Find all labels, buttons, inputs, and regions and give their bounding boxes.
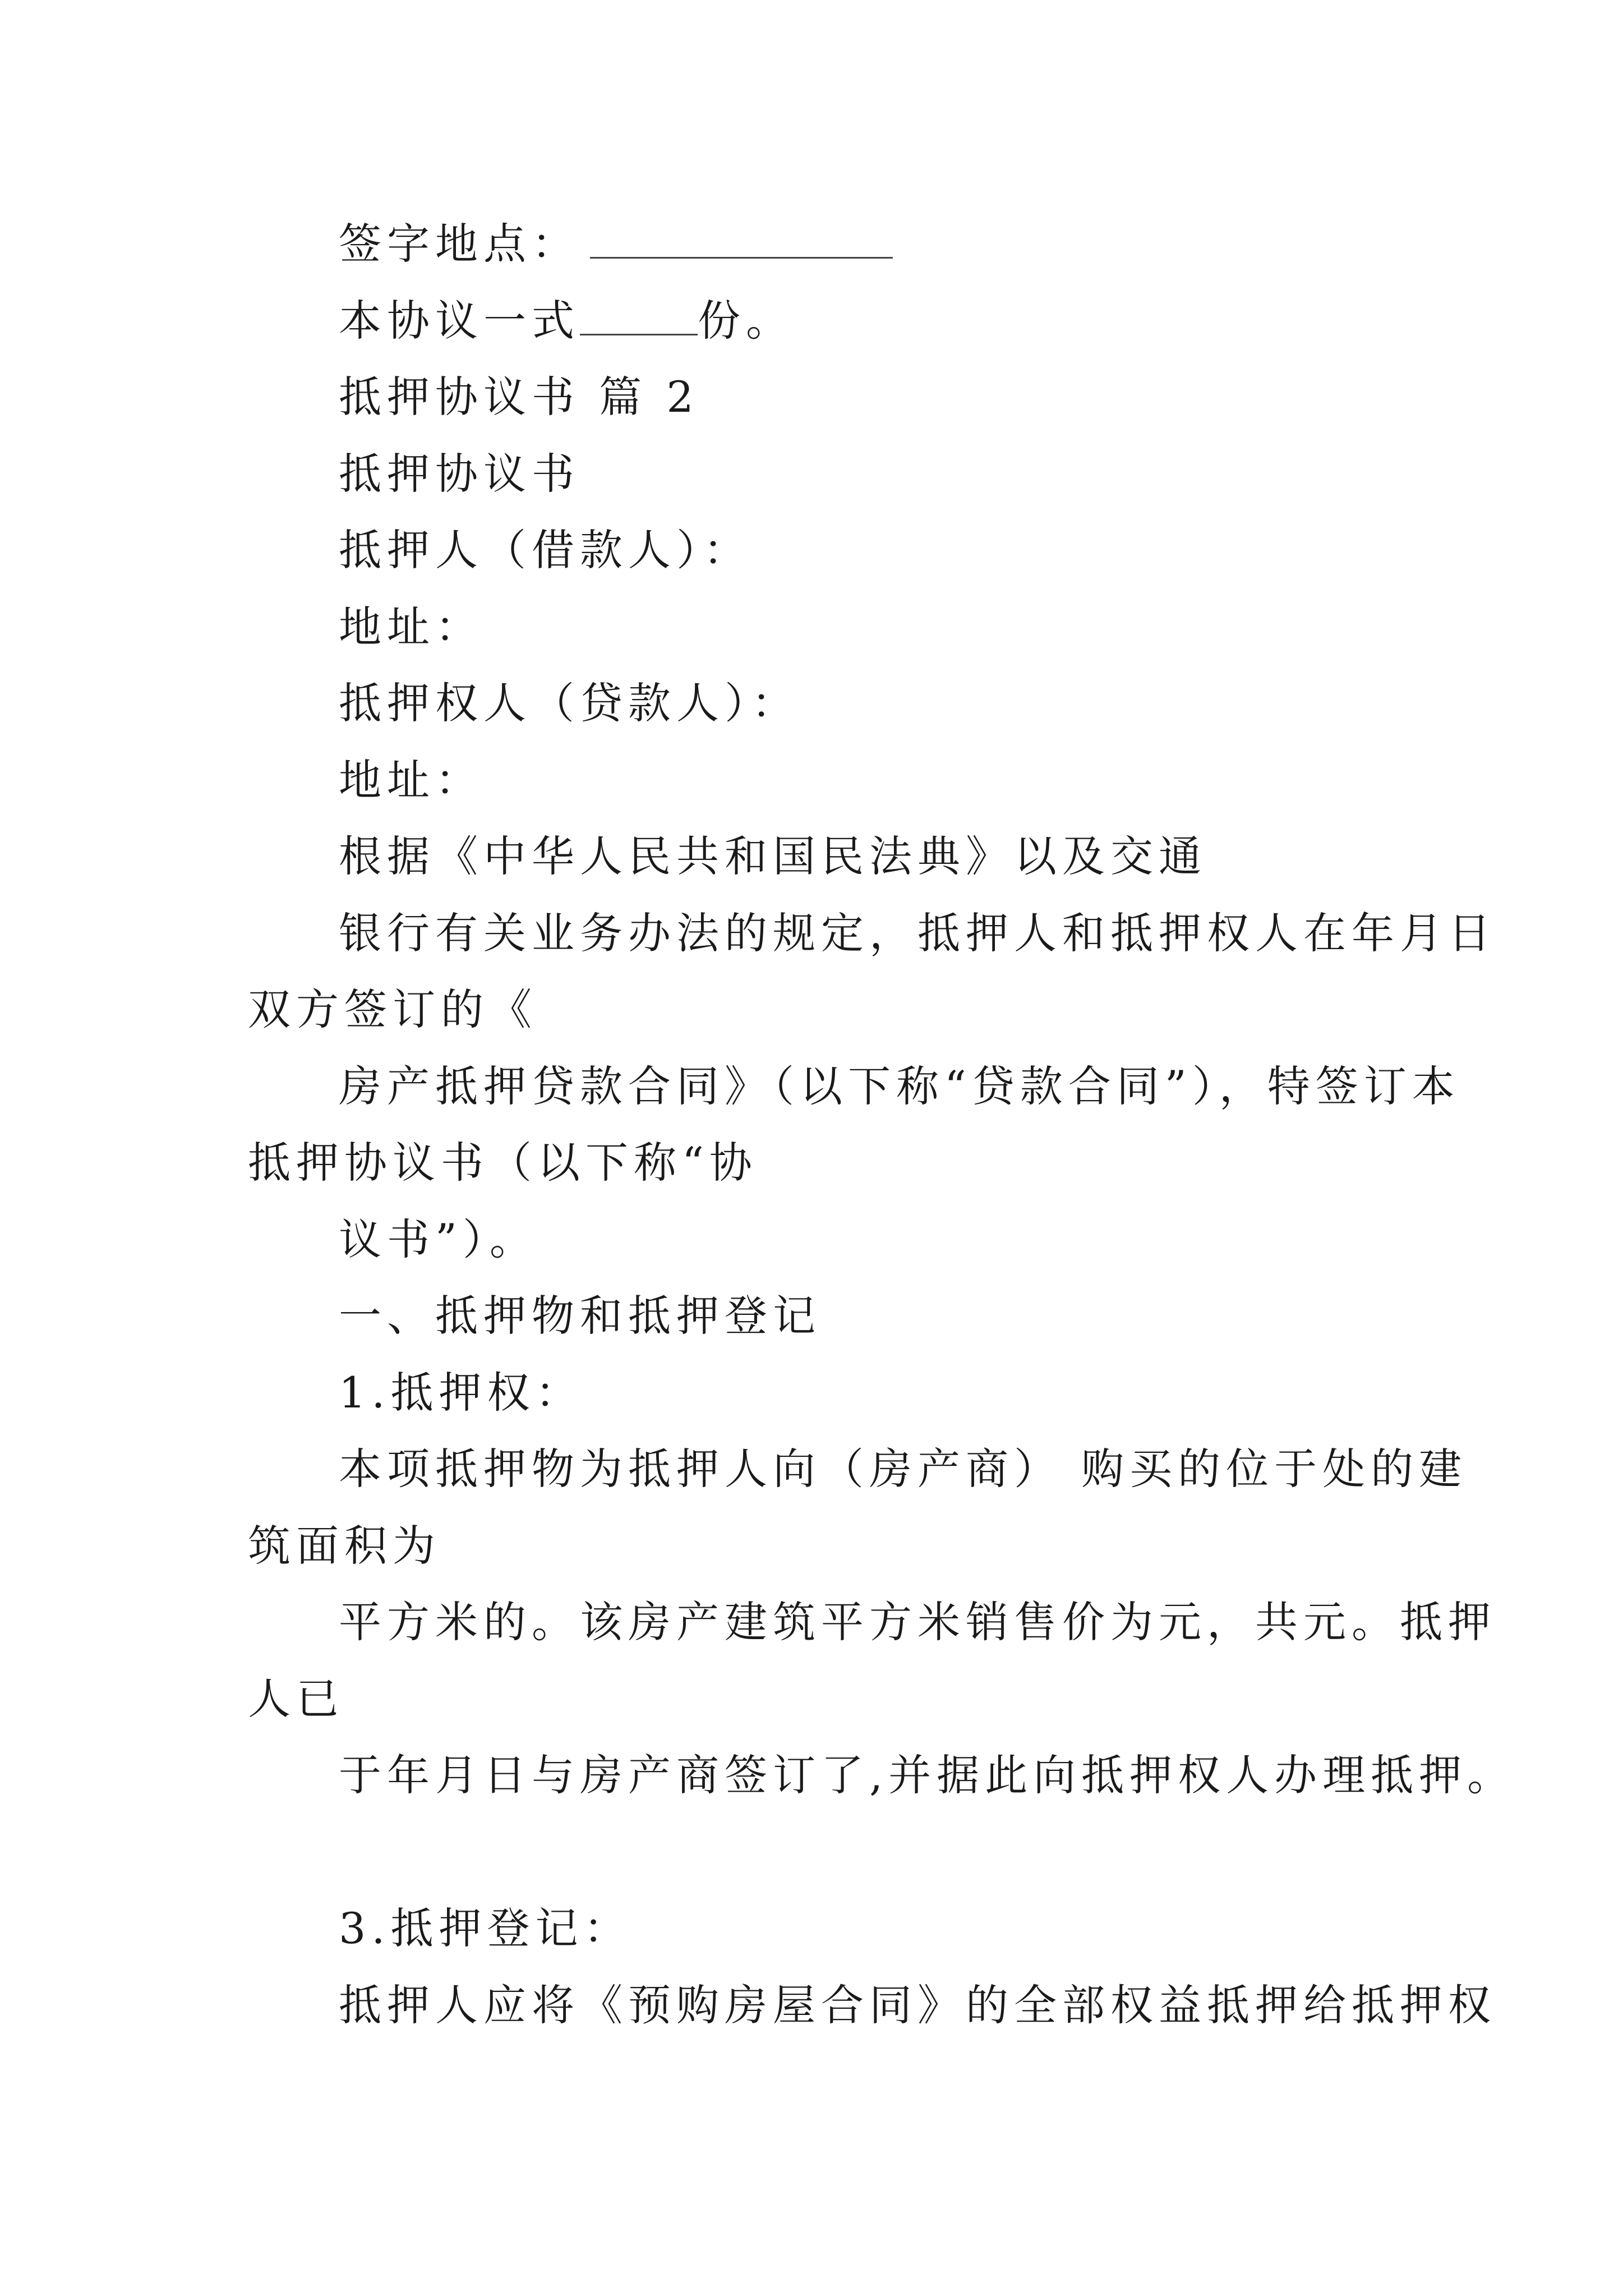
signed-date-line: 于年月日与房产商签订了,并据此向抵押权人办理抵押。 — [339, 1750, 1516, 1800]
area-line: 筑面积为 — [248, 1521, 441, 1571]
person-already-line: 人已 — [248, 1674, 344, 1724]
sign-place-label: 签字地点： — [339, 219, 580, 269]
both-signed-line: 双方签订的《 — [248, 984, 537, 1034]
copies-line — [339, 293, 794, 349]
price-line: 平方米的。该房产建筑平方米销售价为元，共元。抵押 — [339, 1597, 1496, 1647]
section-title: 抵押协议书 篇 2 — [339, 372, 699, 422]
mortgagor-address-label: 地址： — [339, 602, 483, 652]
mortgagor-label: 抵押人（借款人）： — [339, 525, 751, 575]
legal-basis-line: 根据《中华人民共和国民法典》以及交通 — [339, 831, 1207, 881]
copies-prefix: 本协议一式 — [339, 296, 580, 346]
registration-text-line: 抵押人应将《预购房屋合同》的全部权益抵押给抵押权 — [339, 1980, 1496, 2030]
copies-suffix: 份。 — [698, 296, 794, 346]
sign-place-line — [339, 216, 893, 272]
loan-contract-line: 房产抵押贷款合同》（以下称“贷款合同”），特签订本 — [339, 1061, 1460, 1111]
item-1-mortgage-right: 1.抵押权： — [339, 1368, 584, 1418]
copies-blank — [580, 295, 698, 335]
mortgagee-label: 抵押权人（贷款人）： — [339, 678, 800, 728]
property-description-line: 本项抵押物为抵押人向（房产商） 购买的位于处的建 — [339, 1444, 1468, 1494]
item-3-registration: 3.抵押登记： — [339, 1903, 632, 1953]
this-agreement-line: 抵押协议书（以下称“协 — [248, 1138, 758, 1188]
mortgagee-address-label: 地址： — [339, 755, 483, 805]
bank-rules-line: 银行有关业务办法的规定，抵押人和抵押权人在年月日 — [339, 908, 1496, 958]
heading-collateral: 一、抵押物和抵押登记 — [339, 1291, 821, 1341]
sign-place-blank — [590, 218, 893, 259]
agreement-end-line: 议书”）。 — [339, 1214, 538, 1264]
document-title: 抵押协议书 — [339, 449, 580, 499]
